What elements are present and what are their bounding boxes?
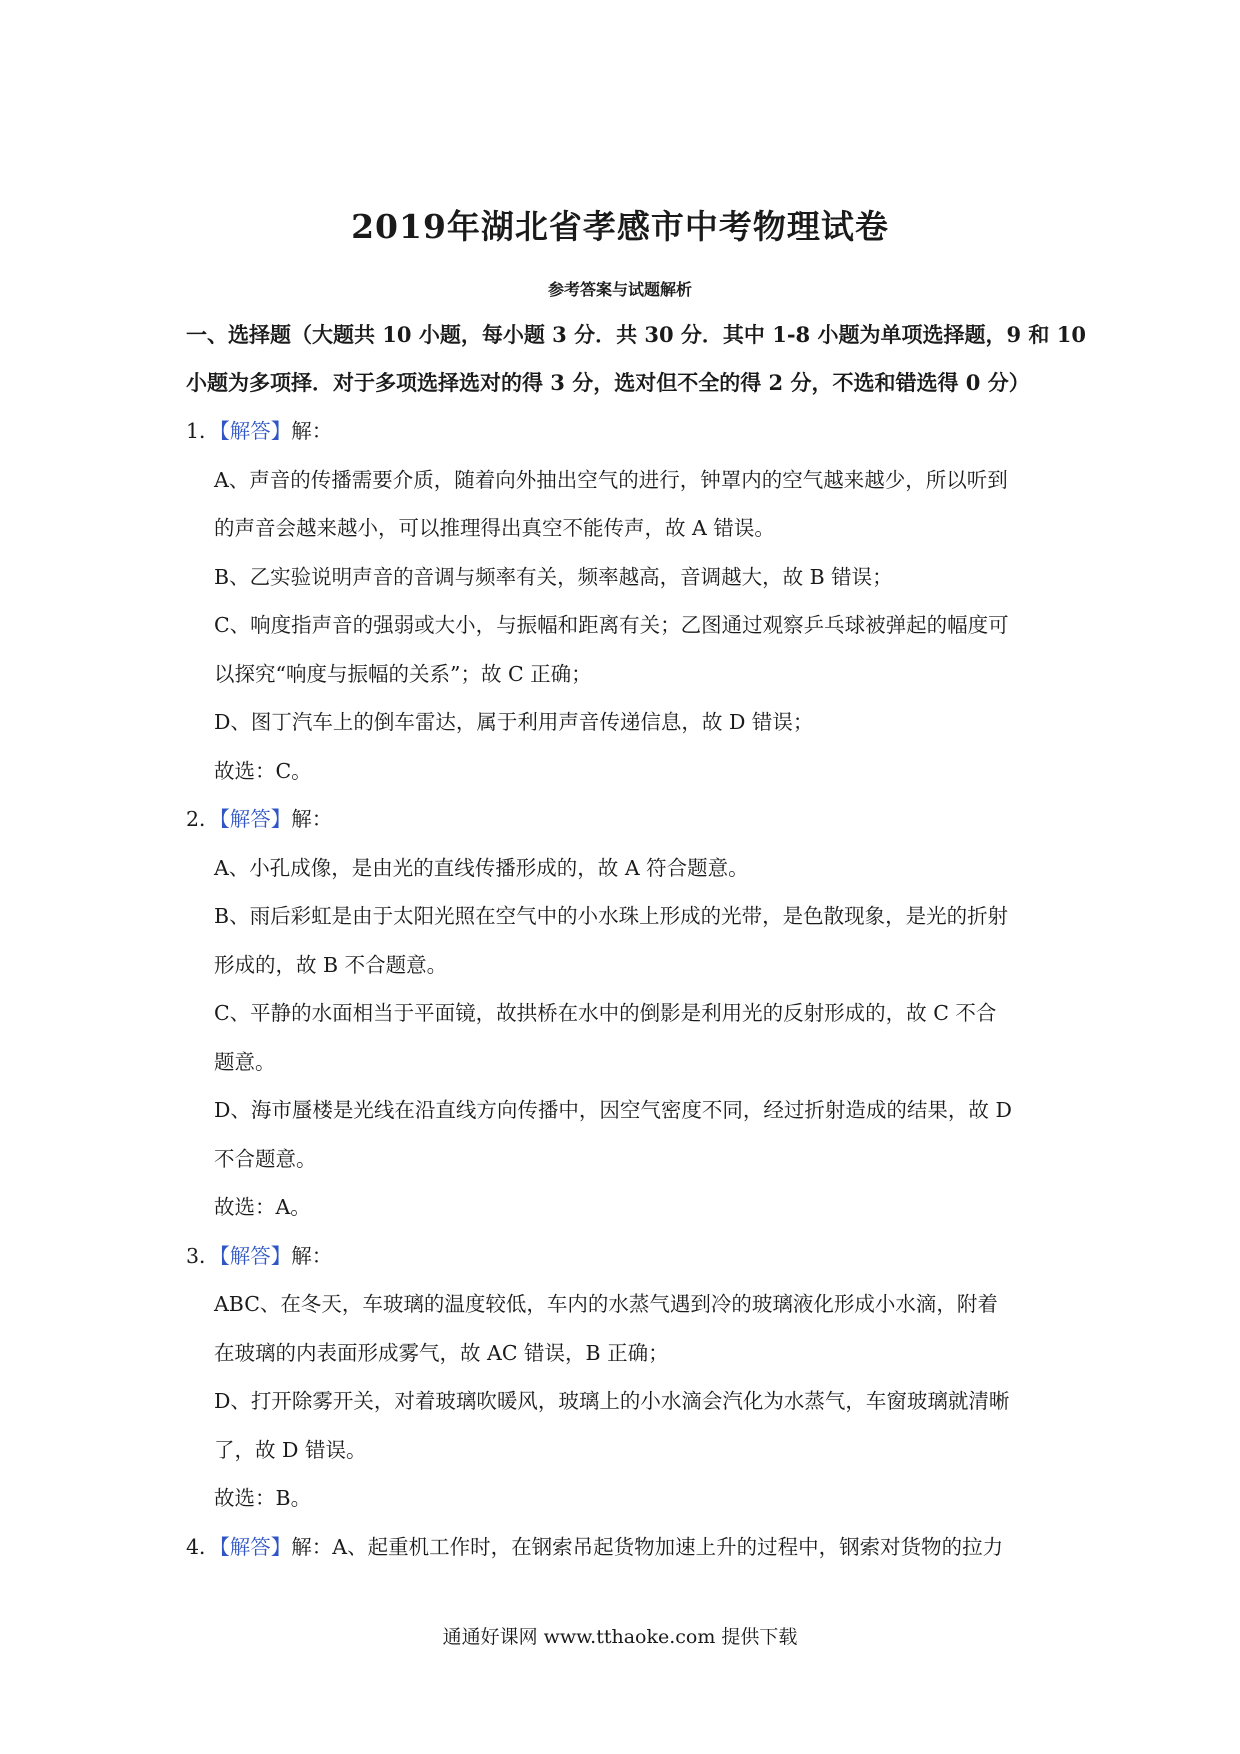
question-1-line: A、声音的传播需要介质，随着向外抽出空气的进行，钟罩内的空气越来越少，所以听到 bbox=[214, 468, 1008, 492]
question-1-line: 故选：C。 bbox=[214, 759, 312, 783]
page-title: 2019年湖北省孝感市中考物理试卷 bbox=[351, 207, 889, 246]
answer-lead: 解： bbox=[291, 1244, 333, 1268]
answer-tag: 【解答】 bbox=[219, 419, 292, 443]
question-1-line: D、图丁汽车上的倒车雷达，属于利用声音传递信息，故 D 错误； bbox=[214, 710, 814, 734]
question-number: 3． bbox=[186, 1244, 220, 1268]
answer-tag: 【解答】 bbox=[219, 807, 292, 831]
answer-tag: 【解答】 bbox=[219, 1535, 292, 1559]
question-3-line: 故选：B。 bbox=[214, 1486, 312, 1510]
question-1-line: C、响度指声音的强弱或大小，与振幅和距离有关；乙图通过观察乒乓球被弹起的幅度可 bbox=[214, 613, 1009, 637]
question-2-line: 故选：A。 bbox=[214, 1195, 311, 1219]
question-number: 1． bbox=[186, 419, 220, 443]
question-2-line: A、小孔成像，是由光的直线传播形成的，故 A 符合题意。 bbox=[214, 856, 749, 880]
question-1-line: B、乙实验说明声音的音调与频率有关，频率越高，音调越大，故 B 错误； bbox=[214, 565, 893, 589]
question-4-heading bbox=[186, 1532, 1003, 1562]
section-header-line-2: 小题为多项择．对于多项选择选对的得 3 分，选对但不全的得 2 分，不选和错选得 0 分） bbox=[186, 370, 1030, 395]
question-number: 4． bbox=[186, 1535, 220, 1559]
answer-lead: 解： bbox=[291, 807, 333, 831]
question-1-line: 的声音会越来越小，可以推理得出真空不能传声，故 A 错误。 bbox=[214, 516, 775, 540]
question-1-line: 以探究“响度与振幅的关系”；故 C 正确； bbox=[214, 662, 592, 686]
answer-lead: 解： bbox=[291, 419, 333, 443]
question-3-heading bbox=[186, 1241, 332, 1271]
question-2-line: 形成的，故 B 不合题意。 bbox=[214, 953, 448, 977]
page-footer: 通通好课网 www.tthaoke.com 提供下载 bbox=[442, 1626, 798, 1648]
question-2-line: D、海市蜃楼是光线在沿直线方向传播中，因空气密度不同，经过折射造成的结果，故 D bbox=[214, 1098, 1012, 1122]
answer-tag: 【解答】 bbox=[219, 1244, 292, 1268]
question-2-heading bbox=[186, 804, 332, 834]
question-2-line: B、雨后彩虹是由于太阳光照在空气中的小水珠上形成的光带，是色散现象，是光的折射 bbox=[214, 904, 1009, 928]
question-3-line: D、打开除雾开关，对着玻璃吹暖风，玻璃上的小水滴会汽化为水蒸气，车窗玻璃就清晰 bbox=[214, 1389, 1010, 1413]
section-header-line-1: 一、选择题（大题共 10 小题，每小题 3 分．共 30 分．其中 1-8 小题为单项选择题，9 和 10 bbox=[186, 322, 1086, 347]
question-1-heading bbox=[186, 416, 332, 446]
question-3-line: ABC、在冬天，车玻璃的温度较低，车内的水蒸气遇到冷的玻璃液化形成小水滴，附着 bbox=[214, 1292, 998, 1316]
question-3-line: 在玻璃的内表面形成雾气，故 AC 错误，B 正确； bbox=[214, 1341, 669, 1365]
question-3-line: 了，故 D 错误。 bbox=[214, 1438, 367, 1462]
question-2-line: 题意。 bbox=[214, 1050, 276, 1074]
answer-lead: 解：A、起重机工作时，在钢索吊起货物加速上升的过程中，钢索对货物的拉力 bbox=[291, 1535, 1004, 1559]
page-subtitle: 参考答案与试题解析 bbox=[547, 280, 692, 299]
question-2-line: C、平静的水面相当于平面镜，故拱桥在水中的倒影是利用光的反射形成的，故 C 不合 bbox=[214, 1001, 997, 1025]
question-number: 2． bbox=[186, 807, 220, 831]
question-2-line: 不合题意。 bbox=[214, 1147, 317, 1171]
